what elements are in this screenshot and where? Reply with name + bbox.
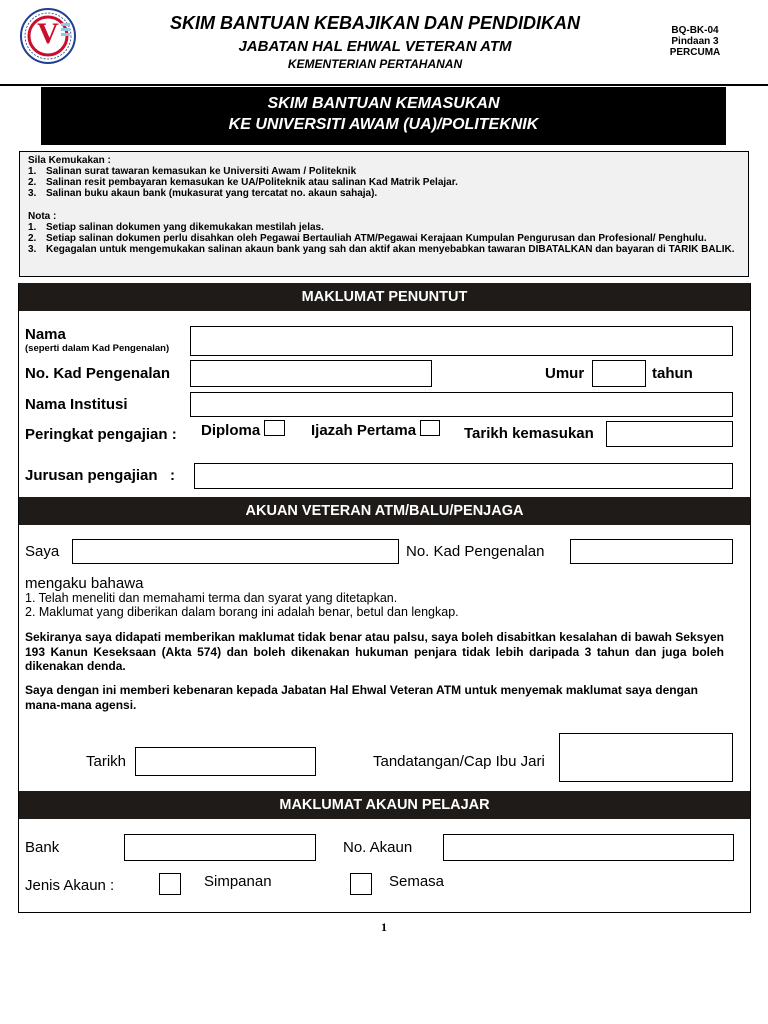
degree-label: Ijazah Pertama (311, 422, 417, 439)
title-banner (41, 87, 726, 145)
date-input[interactable] (135, 747, 316, 776)
declarant-ic-input[interactable] (570, 539, 733, 564)
course-label: Jurusan pengajian : (25, 467, 176, 484)
declaration-point: 2. Maklumat yang diberikan dalam borang ini adalah benar, betul dan lengkap. (25, 605, 459, 619)
signature-box[interactable] (559, 733, 733, 782)
page-number: 1 (381, 920, 387, 934)
account-number-label: No. Akaun (343, 839, 413, 856)
declare-text: mengaku bahawa (25, 575, 144, 592)
institution-label: Nama Institusi (25, 396, 128, 413)
instructions-heading: Sila Kemukakan : (28, 155, 111, 166)
course-input[interactable] (194, 463, 733, 489)
name-label: Nama (25, 326, 66, 343)
account-type-label: Jenis Akaun : (25, 877, 115, 894)
declaration-point: 1. Telah meneliti dan memahami terma dan syarat yang ditetapkan. (25, 591, 398, 605)
consent-paragraph: Saya dengan ini memberi kebenaran kepada Jabatan Hal Ehwal Veteran ATM untuk menyemak maklumat saya dengan mana-mana agensi. (25, 683, 698, 712)
name-input[interactable] (190, 326, 733, 356)
intake-date-label: Tarikh kemasukan (464, 425, 594, 442)
declaration-points (25, 591, 725, 619)
banner-line2: KE UNIVERSITI AWAM (UA)/POLITEKNIK (228, 116, 539, 133)
section-student-info-header: MAKLUMAT PENUNTUT (19, 283, 750, 311)
savings-checkbox[interactable] (159, 873, 181, 895)
declarant-name-input[interactable] (72, 539, 399, 564)
ic-input[interactable] (190, 360, 432, 387)
logo-letter: V (37, 17, 59, 50)
age-label: Umur (545, 365, 585, 382)
note-item: 3. Kegagalan untuk mengemukakan salinan akaun bank yang sah dan aktif akan menyebabkan tawaran DIBATALKAN dan bayaran di TARIK BALIK. (28, 244, 735, 255)
diploma-checkbox[interactable] (264, 420, 285, 436)
form-revision: Pindaan 3 (671, 36, 719, 47)
age-input[interactable] (592, 360, 646, 387)
header-divider (0, 84, 768, 86)
degree-checkbox[interactable] (420, 420, 440, 436)
account-number-input[interactable] (443, 834, 734, 861)
header-department: JABATAN HAL EHWAL VETERAN ATM (238, 38, 512, 55)
note-heading: Nota : (28, 211, 57, 222)
instruction-item: 3. Salinan buku akaun bank (mukasurat yang tercatat no. akaun sahaja). (28, 188, 378, 199)
section-account-header: MAKLUMAT AKAUN PELAJAR (19, 791, 750, 819)
savings-label: Simpanan (204, 873, 272, 890)
current-label: Semasa (389, 873, 445, 890)
bank-label: Bank (25, 839, 60, 856)
warning-paragraph: Sekiranya saya didapati memberikan maklumat tidak benar atau palsu, saya boleh disabitkan kesalahan di bawah Seksyen 193 Kanun Keseksaan (Akta 574) dan boleh dikenakan hukuman penjara tidak lebih daripada 3 tahun dan juga boleh dikenakan denda. (25, 630, 724, 673)
current-checkbox[interactable] (350, 873, 372, 895)
diploma-label: Diploma (201, 422, 261, 439)
form-code: BQ-BK-04 (671, 25, 719, 36)
note-item: 1. Setiap salinan dokumen yang dikemukakan mestilah jelas. (28, 222, 324, 233)
note-item: 2. Setiap salinan dokumen perlu disahkan oleh Pegawai Bertauliah ATM/Pegawai Kerajaan Kumpulan Pengurusan dan Profesional/ Penghulu. (28, 233, 707, 244)
logo (17, 8, 79, 64)
ic-label: No. Kad Pengenalan (25, 365, 171, 382)
section-declaration-header: AKUAN VETERAN ATM/BALU/PENJAGA (19, 497, 750, 525)
declarant-ic-label: No. Kad Pengenalan (406, 543, 545, 560)
date-label: Tarikh (86, 753, 127, 770)
institution-input[interactable] (190, 392, 733, 417)
name-sublabel: (seperti dalam Kad Pengenalan) (25, 343, 170, 354)
instructions-box (19, 151, 749, 277)
study-level-label: Peringkat pengajian : (25, 426, 177, 443)
signature-label: Tandatangan/Cap Ibu Jari (373, 753, 545, 770)
form-price: PERCUMA (669, 47, 721, 58)
intake-date-input[interactable] (606, 421, 733, 447)
bank-input[interactable] (124, 834, 316, 861)
saya-label: Saya (25, 543, 60, 560)
age-unit: tahun (652, 365, 693, 382)
instruction-item: 1. Salinan surat tawaran kemasukan ke Universiti Awam / Politeknik (28, 166, 357, 177)
header-ministry: KEMENTERIAN PERTAHANAN (287, 57, 463, 71)
header-title: SKIM BANTUAN KEBAJIKAN DAN PENDIDIKAN (169, 13, 580, 33)
instruction-item: 2. Salinan resit pembayaran kemasukan ke UA/Politeknik atau salinan Kad Matrik Pelajar. (28, 177, 458, 188)
banner-line1: SKIM BANTUAN KEMASUKAN (267, 95, 500, 112)
